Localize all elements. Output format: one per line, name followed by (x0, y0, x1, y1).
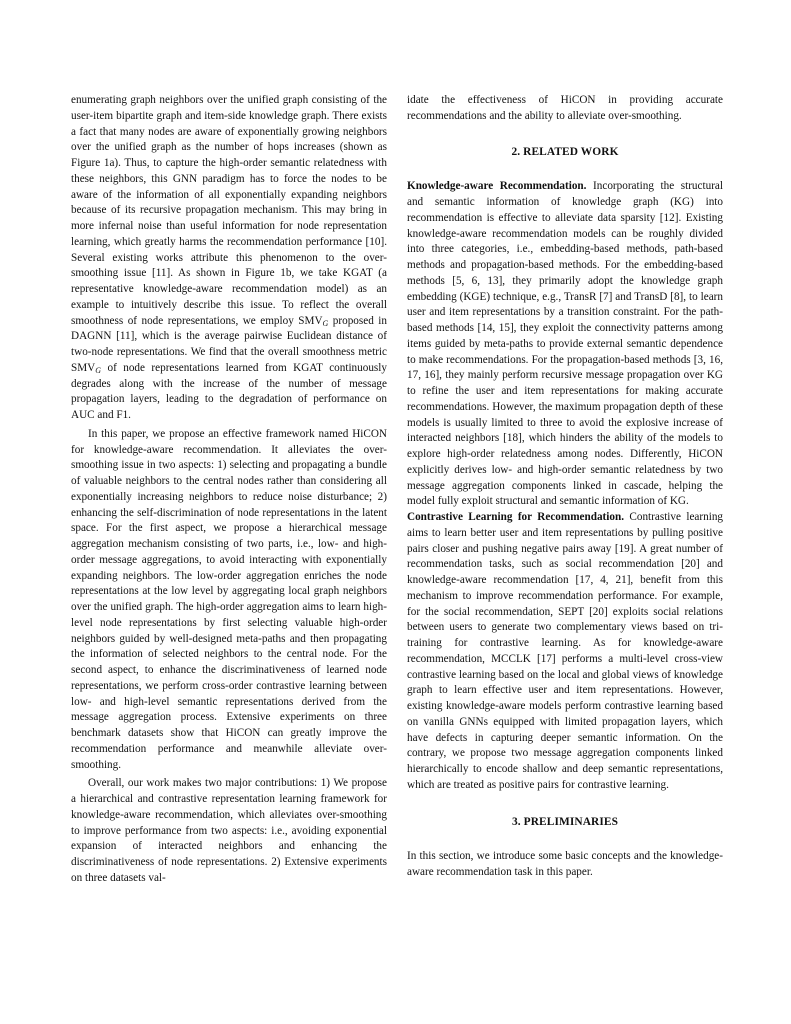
proposal-paragraph: In this paper, we propose an effective framework named HiCON for knowledge-aware recommendation. It alleviates the over-smoothing issue in two aspects: 1) selecting and propagating a bundle of valuable neighbors to the central nodes rather than considering all exponentially increasing neighbors to reduce noise disturbance; 2) enhancing the self-discrimination of node representations in the latent space. For the first aspect, we propose a hierarchical message aggregation mechanism consisting of two parts, i.e., low- and high-order message aggregations, to avoid interacting with exponentially expanding neighbors. The low-order aggregation enriches the node representations at the low level by aggregating local graph neighbors over the unified graph. The high-order aggregation aims to learn high-level node representations by first selecting valuable high-order neighbors guided by well-designed meta-paths and then propagating the information of selected neighbors to the central node. For the second aspect, to enhance the discriminativeness of learned node representations, we perform cross-order contrastive learning between low- and high-level semantic representations derived from the message aggregation process. Extensive experiments on three benchmark datasets show that HiCON can greatly improve the recommendation performance and meanwhile alleviate over-smoothing. (71, 427, 387, 771)
contrastive-learning-paragraph: Contrastive Learning for Recommendation. Contrastive learning aims to learn better user and item representations by pulling positive pairs closer and pushing negative pairs away [19]. A great number of recommendation tasks, such as social recommendation [20] and knowledge-aware recommendation [17, 4, 21], benefit from this mechanism to improve recommendation performance. For example, for the social recommendation, SEPT [20] exploits social relations between users to generate two complementary views based on tri-training for contrastive learning. As for knowledge-aware recommendation, MCCLK [17] performs a multi-level cross-view contrastive learning based on the local and global views of knowledge graph to learn effective user and item representations. However, existing knowledge-aware models perform contrastive learning based on vanilla GNNs equipped with limited propagation layers, which have defects in capturing deeper semantic information. On the contrary, we propose two message aggregation components linked hierarchically to encode shallow and deep semantic representations, which are treated as positive pairs for contrastive learning. (407, 511, 724, 791)
contributions-paragraph: Overall, our work makes two major contributions: 1) We propose a hierarchical and contrastive representation learning framework for knowledge-aware recommendation, which alleviates over-smoothing to improve performance from two aspects: i.e., avoiding exponential expansion of interacted neighbors and enhancing the discriminativeness of node representations. 2) Extensive experiments on three datasets val- (71, 777, 387, 884)
preliminaries-paragraph: In this section, we introduce some basic concepts and the knowledge-aware recommendation task in this paper. (407, 850, 723, 878)
right-column (407, 93, 723, 881)
kg-recommendation-title: Knowledge-aware Recommendation. (407, 180, 587, 193)
left-column (71, 93, 387, 887)
kg-recommendation-paragraph: Knowledge-aware Recommendation. Incorporating the structural and semantic information of knowledge graph (KG) into recommendation is effective to alleviate data sparsity [12]. Existing knowledge-aware recommendation models can be roughly divided into three categories, i.e., embedding-based methods, path-based methods and propagation-based methods. For the embedding-based methods [5, 6, 13], they primarily adopt the knowledge graph embedding (KGE) technique, e.g., TransR [7] and TransD [8], to learn user and item representations by a transition constraint. For the path-based methods [14, 15], they exploit the connectivity patterns among items guided by meta-paths to provide external semantic dependence to make recommendations. For the propagation-based methods [3, 16, 17, 16], they mainly perform recursive message propagation over KG to refine the user and item representations for making accurate recommendations. However, the maximum propagation depth of these models is usually limited to three to avoid the explosive increase of interacted neighbors [18], which hinders the ability of the models to explore high-order relatedness among nodes. Differently, HiCON explicitly derives low- and high-order semantic relatedness by two message aggregation components linked in cascade, helping the model fully exploit structural and semantic information of KG. (407, 180, 723, 508)
section-heading-preliminaries: 3. PRELIMINARIES (511, 815, 619, 828)
intro-paragraph-continued: enumerating graph neighbors over the unified graph consisting of the user-item bipartite graph and item-side knowledge graph. There exists a fact that many nodes are aware of exponentially growing neighbors over the unified graph as the number of hops increases (shown as Figure 1a). Thus, to capture the high-order semantic relatedness with these neighbors, this GNN paradigm has to force the nodes to be aware of the information of all exponentially expanding neighbors because of its recursive propagation mechanism. This may bring in more infernal noise than useful information for node representation learning, which greatly harms the recommendation performance [10]. Several existing works attribute this phenomenon to the over-smoothing issue [11]. As shown in Figure 1b, we take KGAT (a representative knowledge-aware recommendation model) as an example to intuitively describe this issue. To reflect the overall smoothness of node representations, we employ $SMV_G$ proposed in DAGNN [11], which is the average pairwise Euclidean distance of two-node representations. We find that the overall smoothness metric $SMV_G$ of node representations learned from KGAT continuously degrades along with the increase of the number of message propagation layers, leading to the degradation of performance on AUC and F1. (71, 94, 387, 421)
contrastive-learning-title: Contrastive Learning for Recommendation. (407, 511, 624, 523)
section-heading-related-work: 2. RELATED WORK (511, 145, 619, 158)
contributions-continued: idate the effectiveness of HiCON in providing accurate recommendations and the ability to alleviate over-smoothing. (407, 94, 723, 122)
